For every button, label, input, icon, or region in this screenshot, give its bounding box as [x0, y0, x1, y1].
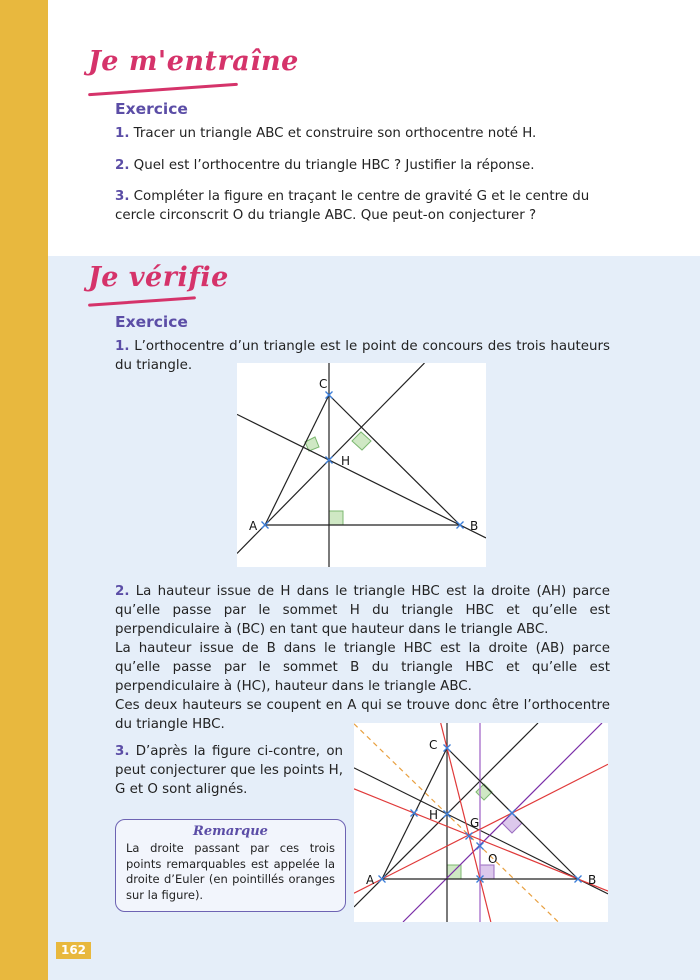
label-c: C	[429, 738, 438, 752]
label-b: B	[588, 873, 597, 887]
verify-item-2-paragraph-3: Ces deux hauteurs se coupent en A qui se trouve donc être l’orthocentre du triangle HBC.	[115, 698, 610, 732]
page-number: 162	[56, 942, 91, 959]
title-underline	[88, 83, 238, 96]
label-h: H	[341, 454, 351, 468]
verify-item-2: 2. La hauteur issue de H dans le triangle HBC est la droite (AH) parce qu’elle passe par le sommet H du triangle HBC et qu’elle est perpendiculaire à (BC) en tant que hauteur dans le triangle ABC.	[115, 584, 610, 637]
train-item-2: 2. Quel est l’orthocentre du triangle HBC ? Justifier la réponse.	[115, 158, 535, 173]
remark-box	[115, 819, 346, 912]
label-a: A	[249, 519, 258, 533]
exercise-heading: Exercice	[115, 313, 188, 331]
verify-item-3: 3. D’après la figure ci-contre, on peut conjecturer que les points H, G et O sont alignés.	[115, 744, 343, 797]
label-g: G	[470, 816, 480, 830]
right-angle-marker	[329, 511, 343, 525]
section-title-train: Je m'entraîne	[88, 46, 299, 77]
train-item-3: 3. Compléter la figure en traçant le centre de gravité G et le centre du cercle circonscrit O du triangle ABC. Que peut-on conjecturer ?	[115, 189, 590, 223]
right-angle-marker	[476, 784, 492, 800]
verify-item-2-paragraph-2: La hauteur issue de B dans le triangle HBC est la droite (AB) parce qu’elle passe par le sommet B du triangle HBC et qu’elle est perpendiculaire à (HC), hauteur dans le triangle ABC.	[115, 641, 610, 694]
median-from-c	[441, 723, 491, 922]
train-item-1: 1. Tracer un triangle ABC et construire son orthocentre noté H.	[115, 126, 537, 141]
label-h: H	[429, 808, 439, 822]
label-b: B	[470, 519, 479, 533]
label-a: A	[366, 873, 375, 887]
label-c: C	[319, 377, 328, 391]
figure-orthocenter	[237, 363, 486, 567]
right-angle-marker	[447, 865, 461, 879]
page-edge-strip	[0, 0, 48, 980]
perpendicular-bisector-cb	[403, 723, 602, 922]
side-ac	[265, 395, 329, 525]
label-o: O	[488, 852, 498, 866]
euler-line	[354, 724, 558, 922]
exercise-heading: Exercice	[115, 100, 188, 118]
remark-text: La droite passant par ces trois points remarquables est appelée la droite d’Euler (en pointillés oranges sur la figure).	[126, 841, 335, 902]
section-title-verify: Je vérifie	[88, 262, 229, 293]
right-angle-marker	[352, 432, 371, 450]
verify-item-1: 1. L’orthocentre d’un triangle est le point de concours des trois hauteurs du triangle.	[115, 339, 610, 373]
remark-title: Remarque	[193, 824, 268, 839]
figure-euler-line	[354, 723, 608, 922]
